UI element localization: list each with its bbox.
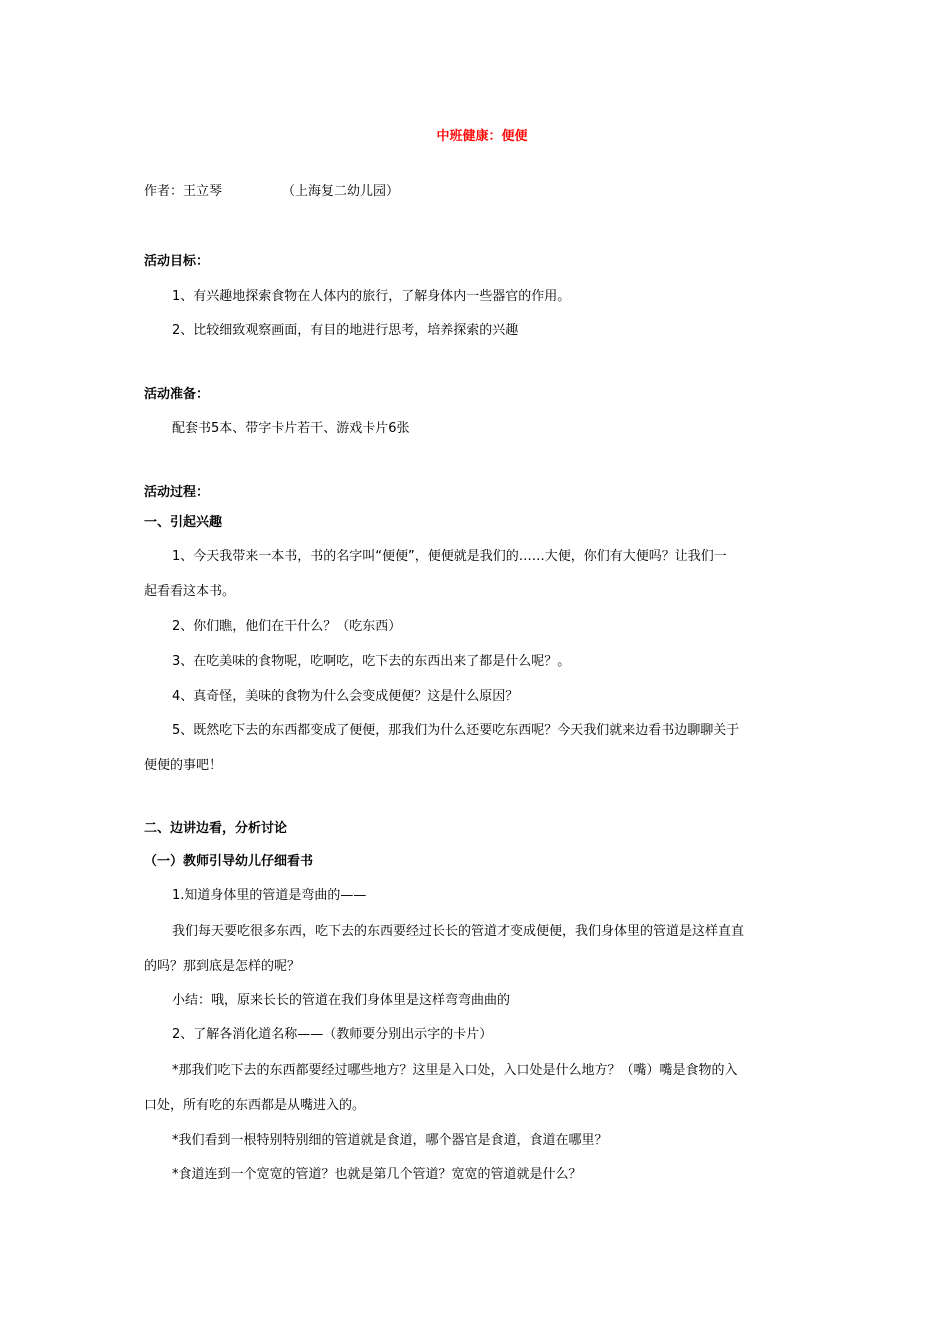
part2-item-1: 1.知道身体里的管道是弯曲的—— (172, 888, 367, 903)
part2-item-2-question-1-cont: 口处，所有吃的东西都是从嘴进入的。 (144, 1098, 366, 1113)
part2-item-1-body: 我们每天要吃很多东西，吃下去的东西要经过长长的管道才变成便便，我们身体里的管道是这样直直 (172, 924, 745, 939)
part1-item-1-cont: 起看看这本书。 (144, 584, 236, 599)
part2-item-2-question-3: *食道连到一个宽宽的管道？也就是第几个管道？宽宽的管道就是什么？ (172, 1167, 582, 1182)
part1-heading: 一、引起兴趣 (144, 515, 223, 530)
part1-item-5: 5、既然吃下去的东西都变成了便便，那我们为什么还要吃东西呢？今天我们就来边看书边聊聊关于 (172, 723, 740, 738)
part2-item-1-body-cont: 的吗？那到底是怎样的呢？ (144, 959, 301, 974)
prep-text: 配套书5本、带字卡片若干、游戏卡片6张 (172, 421, 410, 436)
part1-item-1: 1、今天我带来一本书，书的名字叫“便便”，便便就是我们的……大便，你们有大便吗？让我们一 (172, 549, 727, 564)
prep-heading: 活动准备： (144, 387, 210, 402)
goals-heading: 活动目标： (144, 254, 210, 269)
part1-item-4: 4、真奇怪，美味的食物为什么会变成便便？这是什么原因？ (172, 689, 519, 704)
part2-item-2-question-1: *那我们吃下去的东西都要经过哪些地方？这里是入口处，入口处是什么地方？（嘴）嘴是食物的入 (172, 1063, 738, 1078)
goal-item-2: 2、比较细致观察画面，有目的地进行思考，培养探索的兴趣 (172, 323, 519, 338)
goal-item-1: 1、有兴趣地探索食物在人体内的旅行，了解身体内一些器官的作用。 (172, 289, 571, 304)
author-line: 作者：王立琴 (144, 184, 223, 199)
part2-item-2: 2、了解各消化道名称——（教师要分别出示字的卡片） (172, 1027, 493, 1042)
part2-subheading: （一）教师引导幼儿仔细看书 (144, 854, 314, 869)
school-name: （上海复二幼儿园） (282, 184, 400, 199)
process-heading: 活动过程： (144, 485, 210, 500)
part1-item-3: 3、在吃美味的食物呢，吃啊吃，吃下去的东西出来了都是什么呢？。 (172, 654, 571, 669)
part2-item-1-summary: 小结：哦，原来长长的管道在我们身体里是这样弯弯曲曲的 (172, 993, 511, 1008)
document-title: 中班健康：便便 (436, 129, 528, 144)
part1-item-2: 2、你们瞧，他们在干什么？（吃东西） (172, 619, 402, 634)
part2-heading: 二、边讲边看，分析讨论 (144, 821, 288, 836)
part2-item-2-question-2: *我们看到一根特别特别细的管道就是食道，哪个器官是食道，食道在哪里？ (172, 1133, 608, 1148)
part1-item-5-cont: 便便的事吧！ (144, 758, 223, 773)
